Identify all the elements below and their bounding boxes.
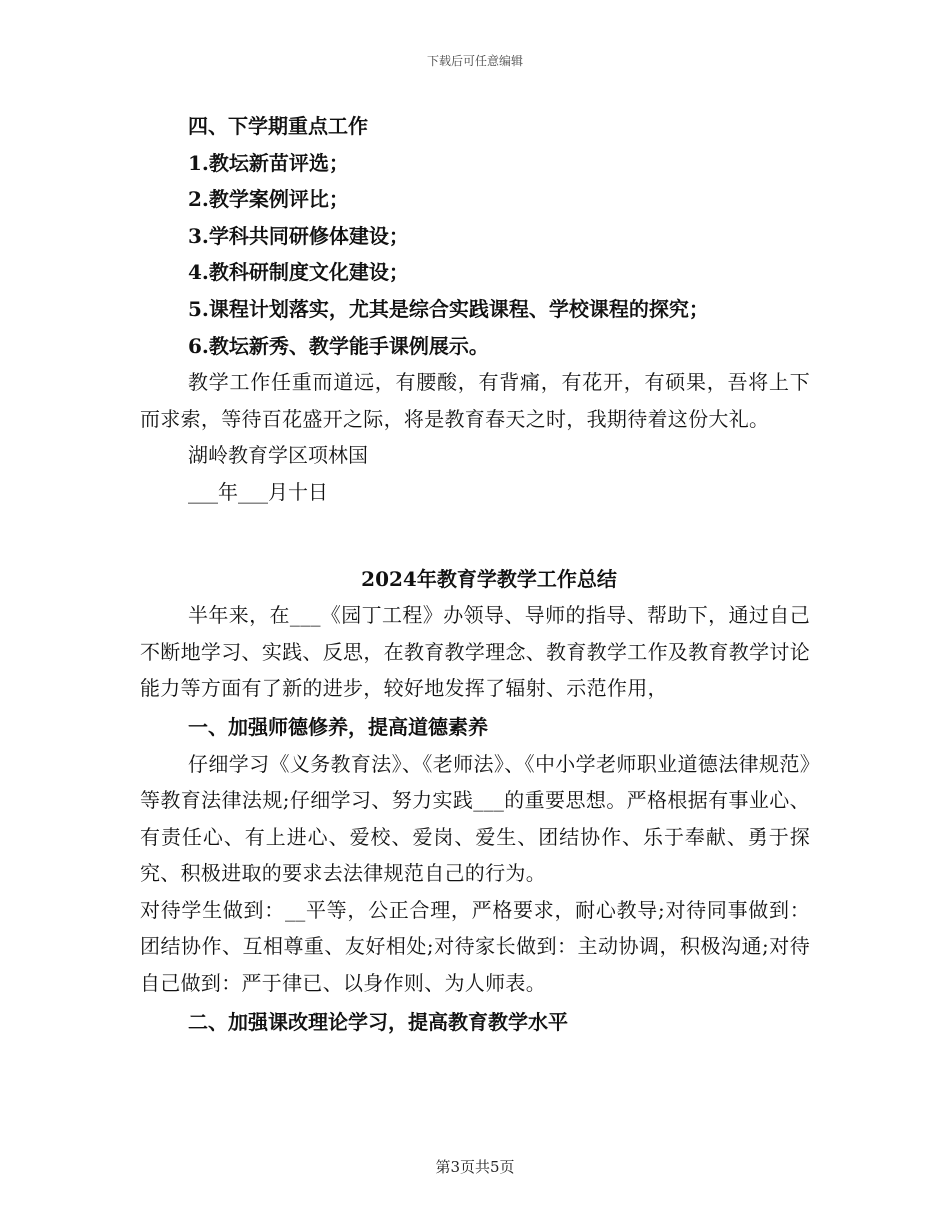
list-item: 5.课程计划落实，尤其是综合实践课程、学校课程的探究； [188,296,709,321]
document-body [140,108,810,1040]
signature: 湖岭教育学区项林国 [188,443,368,468]
list-item: 2.教学案例评比； [188,187,349,212]
intro-paragraph: 半年来，在___《园丁工程》办领导、导师的指导、帮助下，通过自己不断地学习、实践、反思，在教育教学理念、教育教学工作及教育教学讨论能力等方面有了新的进步，较好地发挥了辐射、示范作用， [140,603,810,701]
page-header: 下载后可任意编辑 [426,54,523,68]
body-paragraph: 对待学生做到：__平等，公正合理，严格要求，耐心教导;对待同事做到：团结协作、互相尊重、友好相处;对待家长做到：主动协调，积极沟通;对待自己做到：严于律已、以身作则、为人师表。 [140,897,810,996]
list-item: 1.教坛新苗评选； [188,150,349,175]
list-item: 4.教科研制度文化建设； [188,260,409,285]
page-number: 第3页共5页 [435,1158,515,1176]
section-heading: 一、加强师德修养，提高道德素养 [188,714,488,739]
closing-paragraph: 教学工作任重而道远，有腰酸，有背痛，有花开，有硕果，吾将上下而求索，等待百花盛开之际，将是教育春天之时，我期待着这份大礼。 [140,370,810,431]
section-heading: 二、加强课改理论学习，提高教育教学水平 [188,1009,568,1034]
document-title: 2024年教育学教学工作总结 [361,566,617,591]
list-item: 3.学科共同研修体建设； [188,223,409,248]
section-gap [140,511,810,561]
body-paragraph: 仔细学习《义务教育法》、《老师法》、《中小学老师职业道德法律规范》等教育法律法规;仔细学习、努力实践___的重要思想。严格根据有事业心、有责任心、有上进心、爱校、爱岗、爱生、团结协作、乐于奉献、勇于探究、积极进取的要求去法律规范自己的行为。 [140,751,810,886]
list-item: 6.教坛新秀、教学能手课例展示。 [188,333,489,358]
date-line: ___年___月十日 [188,479,328,504]
section-heading: 四、下学期重点工作 [188,114,368,138]
